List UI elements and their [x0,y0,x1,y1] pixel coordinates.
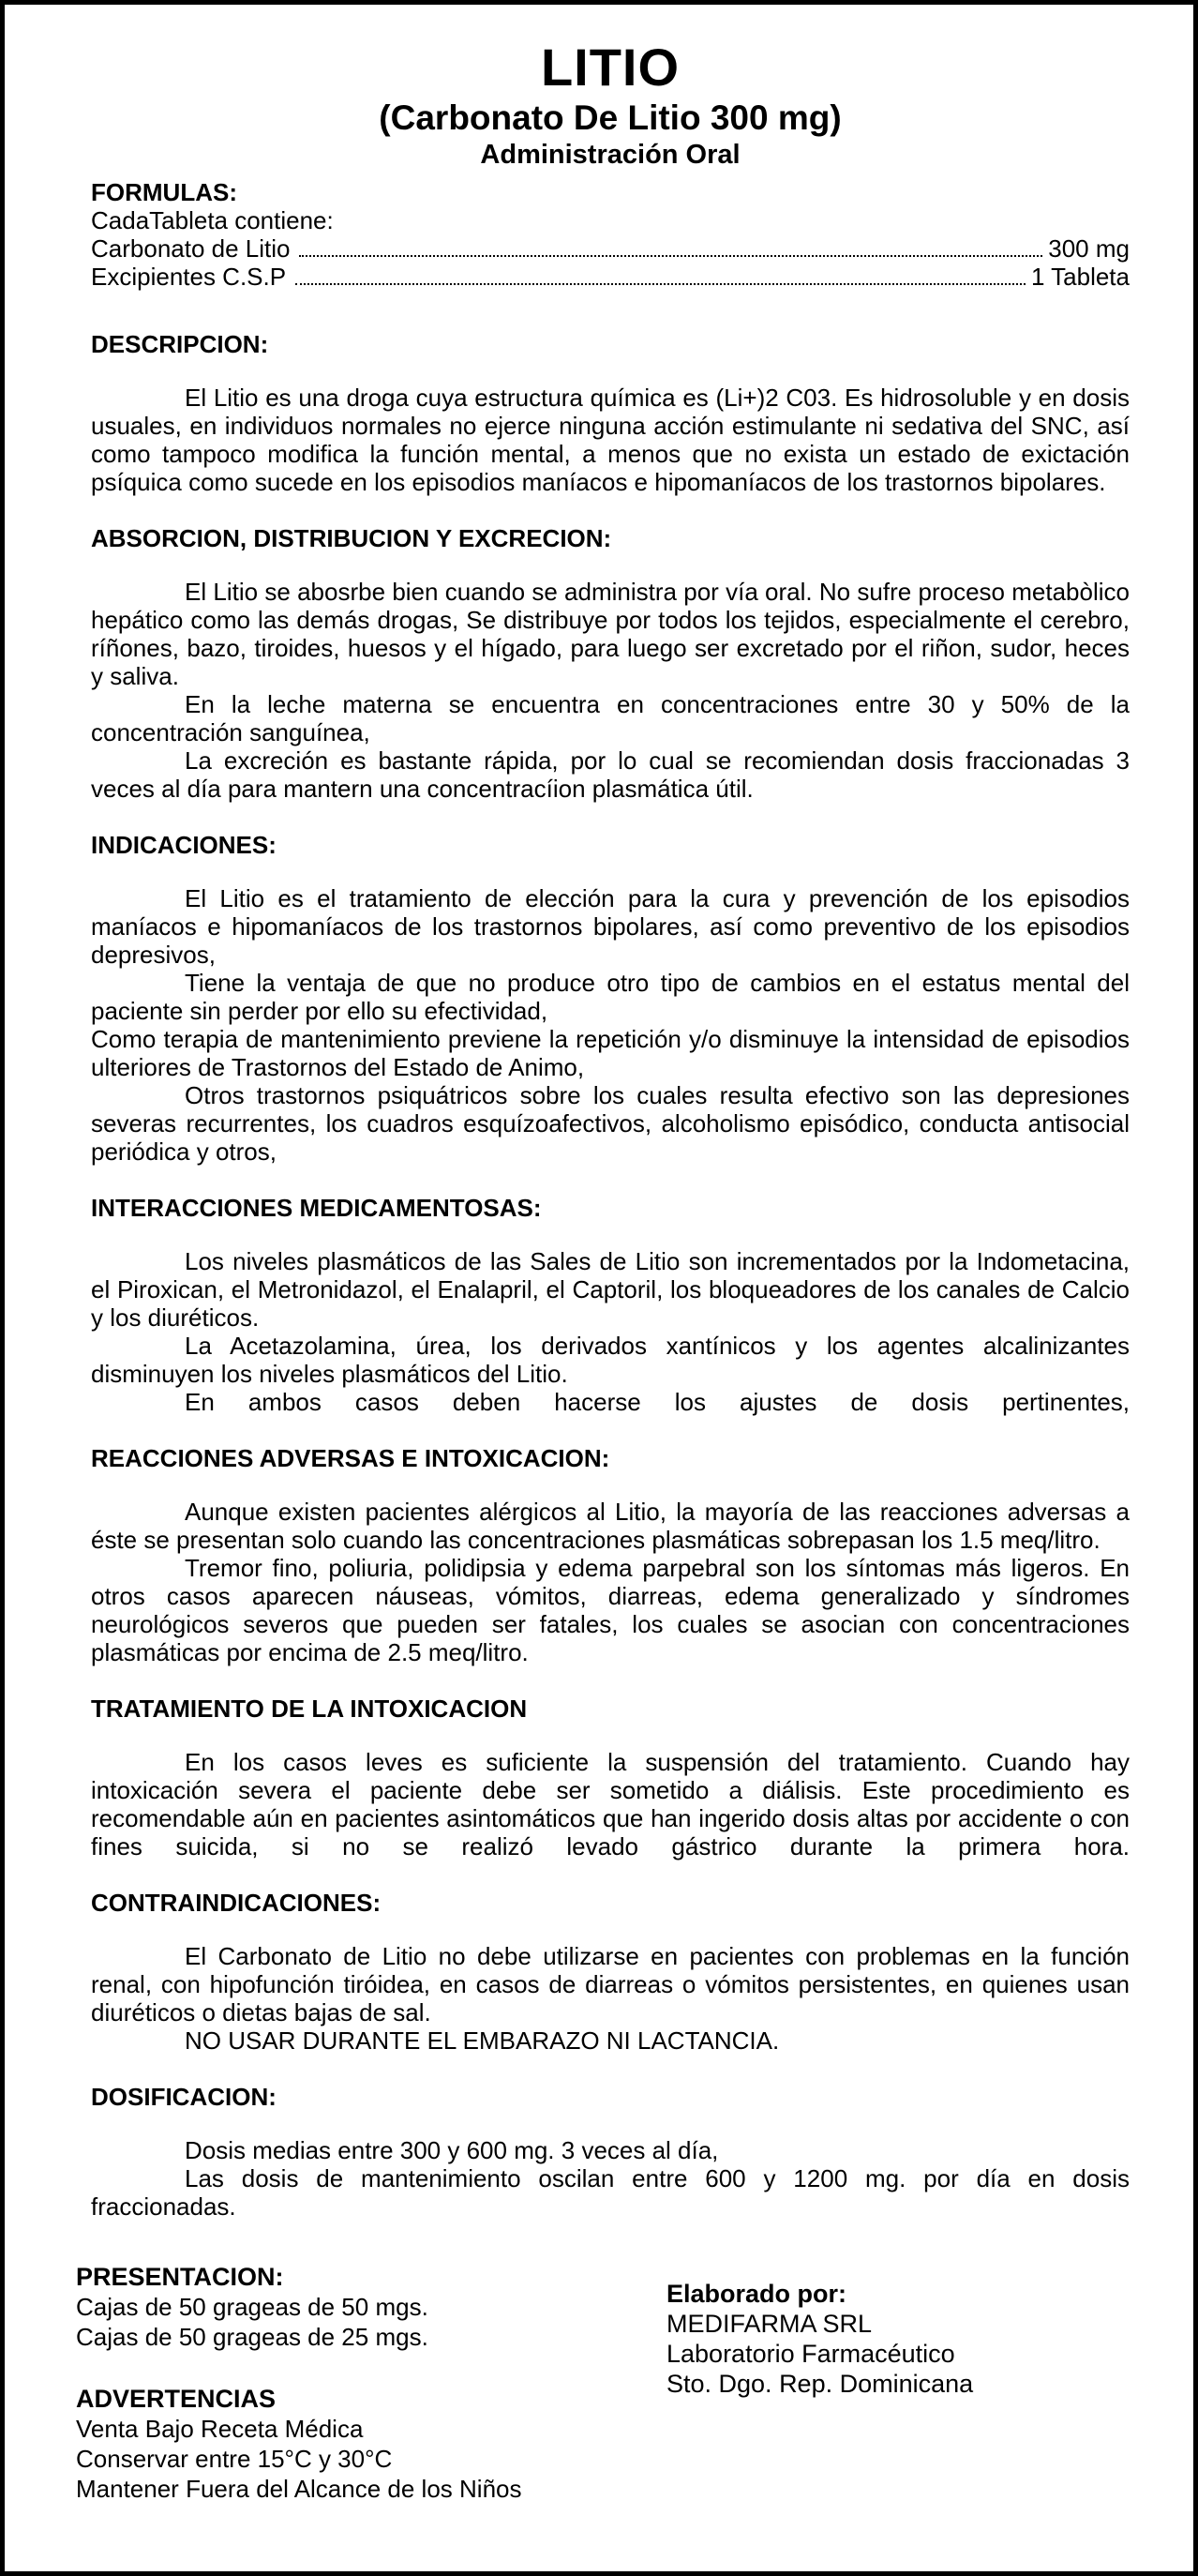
paragraph: En los casos leves es suficiente la suspensión del tratamiento. Cuando hay intoxicación severa el paciente debe ser sometido a diálisis. Este procedimiento es recomendable aún en pacientes asintomáticos que han ingerido dosis altas por accidente o con fines suicida, si no se realizó levado gástrico durante la primera hora. [91,1748,1130,1861]
section-heading: INTERACCIONES MEDICAMENTOSAS: [91,1194,542,1223]
paragraph: Tremor fino, poliuria, polidipsia y edema parpebral son los síntomas más ligeros. En otros casos aparecen náuseas, vómitos, diarreas, edema generalizado y síndromes neurológicos severos que pueden ser fatales, los cuales se asocian con concentraciones plasmáticas por encima de 2.5 meq/litro. [91,1554,1130,1667]
advertencias-block [76,2384,666,2504]
section-heading: TRATAMIENTO DE LA INTOXICACION [91,1695,528,1724]
section-heading: REACCIONES ADVERSAS E INTOXICACION: [91,1444,610,1473]
dotted-leader [299,255,1042,257]
administration-route: Administración Oral [480,140,741,171]
elaborado-line: Laboratorio Farmacéutico [666,2340,955,2369]
section-contraindicaciones [91,1889,1130,2055]
paragraph: El Litio es el tratamiento de elección para la cura y prevención de los episodios maníacos e hipomaníacos de los trastornos bipolares, así como preventivo de los episodios depresivos, [91,884,1130,970]
section-indicaciones [91,831,1130,1166]
formula-label: Carbonato de Litio [91,234,291,264]
elaborado-heading: Elaborado por: [666,2280,847,2309]
footer-left-column [76,2262,666,2504]
formula-row [91,263,1130,291]
presentacion-block [76,2262,666,2352]
formula-row [91,234,1130,263]
advertencia-line: Conservar entre 15°C y 30°C [76,2445,393,2474]
formula-value: 1 Tableta [1030,263,1130,292]
formulas-intro: CadaTableta contiene: [91,206,334,235]
paragraph: En ambos casos deben hacerse los ajustes de dosis pertinentes, [185,1388,1130,1417]
paragraph: La Acetazolamina, úrea, los derivados xantínicos y los agentes alcalinizantes disminuyen los niveles plasmáticos del Litio. [91,1332,1130,1389]
section-heading: DOSIFICACION: [91,2083,277,2112]
section-descripcion [91,330,1130,496]
paragraph: Tiene la ventaja de que no produce otro tipo de cambios en el estatus mental del paciente sin perder por ello su efectividad, [91,969,1130,1026]
formulas-section [91,178,1130,291]
presentacion-heading: PRESENTACION: [76,2263,284,2292]
presentacion-line: Cajas de 50 grageas de 50 mgs. [76,2293,428,2322]
paragraph: Como terapia de mantenimiento previene la repetición y/o disminuye la intensidad de episodios ulteriores de Trastornos del Estado de Animo, [91,1025,1130,1082]
elaborado-line: MEDIFARMA SRL [666,2310,873,2339]
formula-value: 300 mg [1048,234,1130,264]
paragraph: Las dosis de mantenimiento oscilan entre 600 y 1200 mg. por día en dosis fraccionadas. [91,2164,1130,2222]
paragraph: NO USAR DURANTE EL EMBARAZO NI LACTANCIA. [185,2026,780,2056]
section-heading: CONTRAINDICACIONES: [91,1889,382,1918]
paragraph: Aunque existen pacientes alérgicos al Litio, la mayoría de las reacciones adversas a éste se presentan solo cuando las concentraciones plasmáticas sobrepasan los 1.5 meq/litro. [91,1498,1130,1555]
section-heading: DESCRIPCION: [91,330,269,359]
section-interacciones [91,1194,1130,1416]
footer [76,2262,1130,2504]
paragraph: En la leche materna se encuentra en concentraciones entre 30 y 50% de la concentración sanguínea, [91,690,1130,747]
sections [91,330,1130,2221]
doc-header [91,38,1130,171]
section-dosificacion [91,2083,1130,2221]
section-heading: INDICACIONES: [91,831,277,860]
dotted-leader [295,283,1026,285]
paragraph: Otros trastornos psiquátricos sobre los cuales resulta efectivo son las depresiones severas recurrentes, los cuadros esquízoafectivos, alcoholismo episódico, conducta antisocial periódica y otros, [91,1081,1130,1167]
section-heading: ABSORCION, DISTRIBUCION Y EXCRECION: [91,524,612,553]
advertencia-line: Mantener Fuera del Alcance de los Niños [76,2475,522,2504]
advertencia-line: Venta Bajo Receta Médica [76,2415,364,2444]
paragraph: Los niveles plasmáticos de las Sales de Litio son incrementados por la Indometacina, el Piroxican, el Metronidazol, el Enalapril, el Captoril, los bloqueadores de los canales de Calcio y los diuréticos. [91,1247,1130,1333]
section-tratamiento-intoxicacion [91,1695,1130,1860]
paragraph: El Litio se abosrbe bien cuando se administra por vía oral. No sufre proceso metabòlico hepático como las demás drogas, Se distribuye por todos los tejidos, especialmente el cerebro, ríñones, bazo, tiroides, huesos y el hígado, para luego ser excretado por el riñon, sudor, heces y saliva. [91,578,1130,691]
elaborado-block [666,2262,1130,2504]
section-absorcion [91,524,1130,803]
paragraph: El Litio es una droga cuya estructura química es (Li+)2 C03. Es hidrosoluble y en dosis usuales, en individuos normales no ejerce ninguna acción estimulante ni sedativa del SNC, así como tampoco modifica la función mental, a menos que no exista un estado de exictación psíquica como sucede en los episodios maníacos e hipomaníacos de los trastornos bipolares. [91,384,1130,497]
advertencias-heading: ADVERTENCIAS [76,2385,277,2414]
formulas-heading: FORMULAS: [91,178,237,207]
paragraph: La excreción es bastante rápida, por lo cual se recomiendan dosis fraccionadas 3 veces al día para mantern una concentracíion plasmática útil. [91,746,1130,804]
doc-subtitle: (Carbonato De Litio 300 mg) [379,98,842,137]
section-reacciones-adversas [91,1444,1130,1666]
paragraph: El Carbonato de Litio no debe utilizarse en pacientes con problemas en la función renal, con hipofunción tiróidea, en casos de diarreas o vómitos persistentes, en quienes usan diuréticos o dietas bajas de sal. [91,1942,1130,2027]
elaborado-line: Sto. Dgo. Rep. Dominicana [666,2370,974,2399]
paragraph: Dosis medias entre 300 y 600 mg. 3 veces al día, [185,2136,719,2165]
presentacion-line: Cajas de 50 grageas de 25 mgs. [76,2323,428,2352]
page-title: LITIO [540,38,681,97]
formula-label: Excipientes C.S.P [91,263,287,292]
